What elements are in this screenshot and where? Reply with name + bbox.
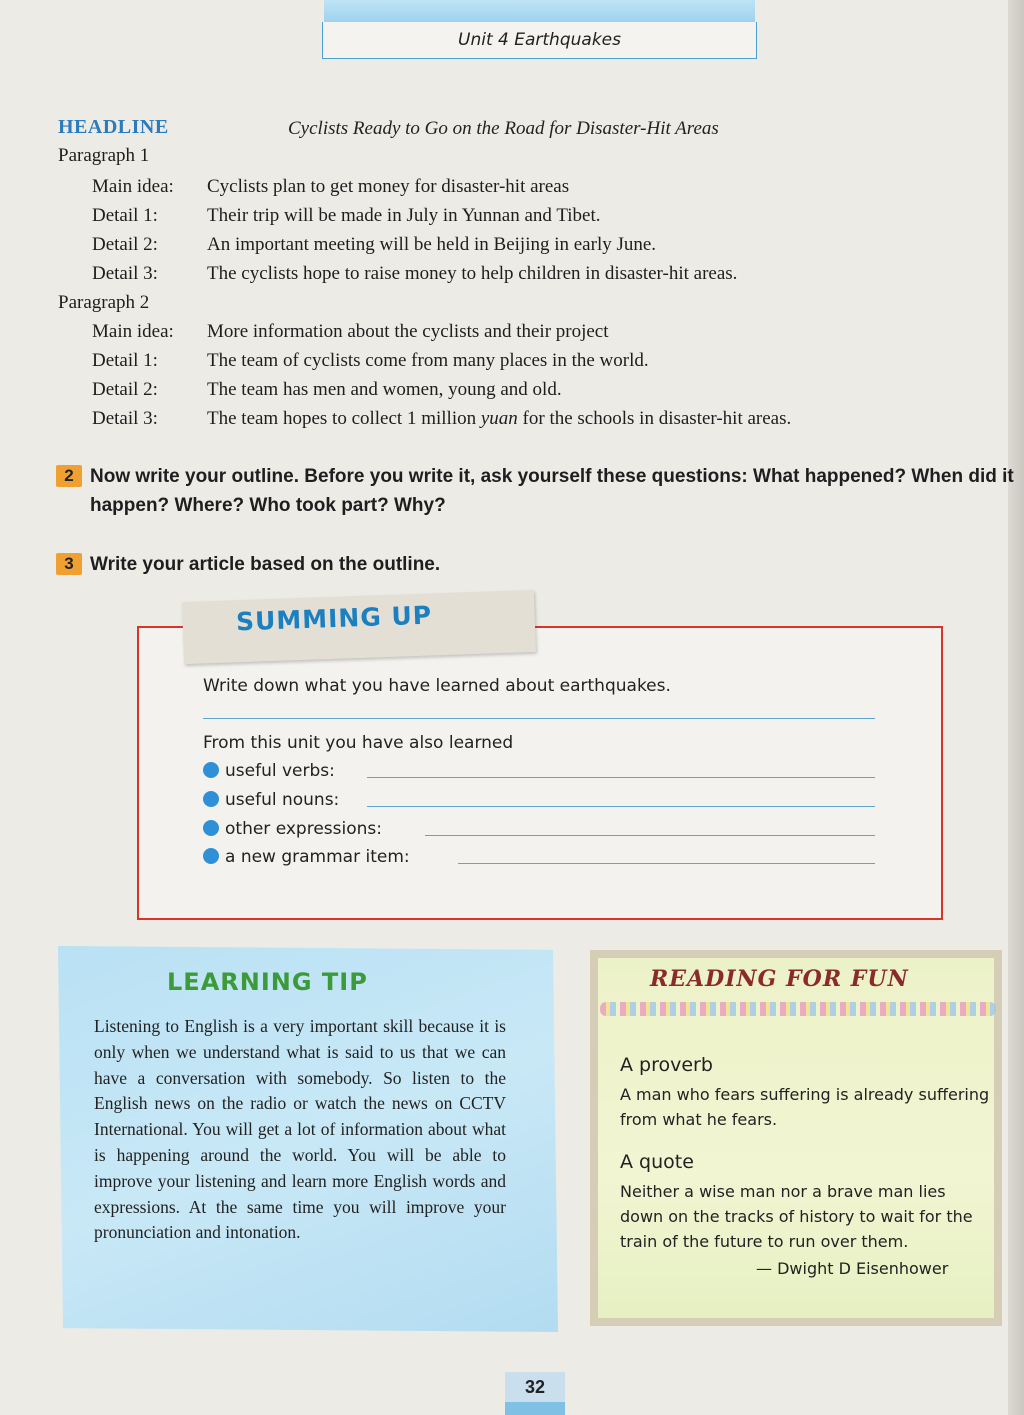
quote-text: Neither a wise man nor a brave man lies down on the tracks of history to wait for the train of the future to run over them. xyxy=(620,1182,973,1251)
learned-item-grammar xyxy=(203,847,410,867)
row-text xyxy=(207,408,791,430)
row-label: Detail 1: xyxy=(92,350,158,371)
row-label: Main idea: xyxy=(92,321,174,342)
row-text: The team has men and women, young and old. xyxy=(207,379,562,400)
outline-row xyxy=(92,205,601,227)
answer-line-expressions[interactable] xyxy=(425,835,875,836)
outline-row xyxy=(92,321,609,343)
task-3 xyxy=(56,550,440,579)
bullet-icon xyxy=(203,820,219,836)
row-label: Detail 3: xyxy=(92,263,158,284)
flower-border-decoration xyxy=(600,1002,996,1016)
outline-row xyxy=(92,379,562,401)
reading-for-fun-title: READING FOR FUN xyxy=(650,966,909,992)
outline-row xyxy=(92,350,649,372)
summing-up-title: SUMMING UP xyxy=(235,600,433,637)
task-2 xyxy=(56,462,1016,520)
row-text-italic: yuan xyxy=(480,408,518,429)
unit-banner-decoration xyxy=(324,0,755,22)
outline-row xyxy=(92,234,656,256)
learned-item-label: a new grammar item: xyxy=(225,847,410,867)
paragraph-1-label: Paragraph 1 xyxy=(58,145,150,166)
unit-title: Unit 4 Earthquakes xyxy=(322,22,757,59)
paragraph-2-label: Paragraph 2 xyxy=(58,292,150,313)
learned-item-label: useful nouns: xyxy=(225,790,340,810)
task-text: Write your article based on the outline. xyxy=(90,554,441,575)
page-number: 32 xyxy=(505,1372,565,1402)
row-label: Detail 2: xyxy=(92,234,158,255)
row-text-part: for the schools in disaster-hit areas. xyxy=(517,408,792,429)
learning-tip-title: LEARNING TIP xyxy=(167,968,368,996)
bullet-icon xyxy=(203,762,219,778)
learning-tip-text: Listening to English is a very important skill because it is only when we understand what is said to us that we can have a conversation with somebody. So listen to the English news on the radio or watch the news on CCTV International. You will get a lot of information about what is happening around the world. You will be able to improve your listening and learn more English words and expressions. At the same time you will improve your pronunciation and intonation. xyxy=(94,1016,506,1243)
outline-row xyxy=(92,176,569,198)
bullet-icon xyxy=(203,848,219,864)
learned-item-nouns xyxy=(203,790,339,810)
row-text: The cyclists hope to raise money to help children in disaster-hit areas. xyxy=(207,263,738,284)
learned-item-expressions xyxy=(203,819,382,839)
answer-line-grammar[interactable] xyxy=(458,863,875,864)
row-label: Detail 3: xyxy=(92,408,158,429)
quote-author: — Dwight D Eisenhower xyxy=(756,1259,949,1278)
proverb-text: A man who fears suffering is already suffering from what he fears. xyxy=(620,1085,990,1129)
row-text-part: The team hopes to collect 1 million xyxy=(207,408,481,429)
learned-item-label: useful verbs: xyxy=(225,761,335,781)
summing-up-also: From this unit you have also learned xyxy=(203,733,514,753)
task-number-badge: 2 xyxy=(56,465,82,487)
row-label: Main idea: xyxy=(92,176,174,197)
answer-line-verbs[interactable] xyxy=(367,777,875,778)
row-text: Their trip will be made in July in Yunnan and Tibet. xyxy=(207,205,601,226)
learned-item-verbs xyxy=(203,761,335,781)
learned-item-label: other expressions: xyxy=(225,819,382,839)
bullet-icon xyxy=(203,791,219,807)
row-text: More information about the cyclists and their project xyxy=(207,321,609,342)
summing-up-intro: Write down what you have learned about earthquakes. xyxy=(203,676,671,696)
proverb-heading: A proverb xyxy=(620,1054,713,1076)
quote-heading: A quote xyxy=(620,1151,694,1173)
outline-row xyxy=(92,408,791,430)
row-label: Detail 1: xyxy=(92,205,158,226)
answer-line-nouns[interactable] xyxy=(367,806,875,807)
page-number-strip xyxy=(505,1402,565,1415)
task-number-badge: 3 xyxy=(56,553,82,575)
headline-label: HEADLINE xyxy=(58,116,169,138)
headline-title: Cyclists Ready to Go on the Road for Disaster-Hit Areas xyxy=(288,118,719,139)
row-text: The team of cyclists come from many places in the world. xyxy=(207,350,649,371)
outline-row xyxy=(92,263,737,285)
row-label: Detail 2: xyxy=(92,379,158,400)
answer-line[interactable] xyxy=(203,718,875,719)
row-text: An important meeting will be held in Beijing in early June. xyxy=(207,234,657,255)
row-text: Cyclists plan to get money for disaster-hit areas xyxy=(207,176,570,197)
task-text: Now write your outline. Before you write it, ask yourself these questions: What happened? When did it happen? Where? Who took part? Why? xyxy=(90,466,1014,516)
page-edge xyxy=(1008,0,1024,1415)
